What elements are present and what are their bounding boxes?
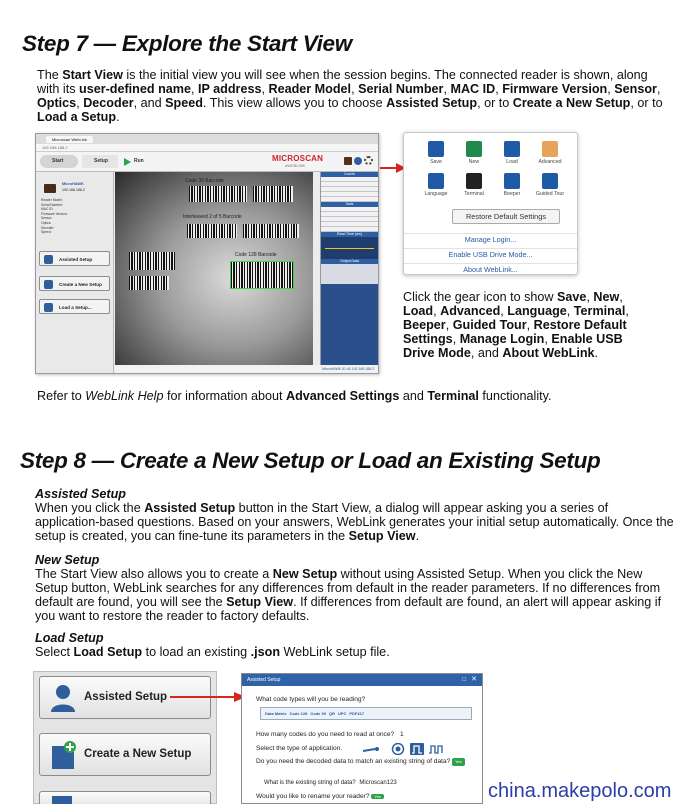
terminal-icon: [466, 173, 482, 189]
question-match-string-label: Do you need the decoded data to match an existing string of data?: [256, 758, 451, 765]
create-new-setup-big-label: Create a New Setup: [84, 748, 192, 760]
load-setup-text: Select Load Setup to load an existing .json WebLink setup file.: [35, 645, 390, 659]
barcode: [189, 186, 247, 202]
image-label: Code 128 Barcode: [235, 252, 277, 258]
barcode: [253, 186, 293, 202]
person-icon: [50, 684, 76, 712]
stats-panel: [320, 172, 378, 365]
browser-url-bar[interactable]: 192.168.188.2: [36, 144, 378, 152]
gear-menu-item-label: Terminal: [464, 191, 484, 197]
play-icon: [124, 158, 131, 166]
nav-run-label: Run: [134, 158, 144, 164]
info-line: MAC ID:: [41, 207, 54, 212]
gear-menu-beeper-item[interactable]: [496, 173, 528, 197]
load-icon: [504, 141, 520, 157]
barcode: [129, 252, 175, 270]
new-icon: [466, 141, 482, 157]
read-time-header: Read Time (ms): [321, 232, 378, 237]
person-icon: [44, 255, 53, 264]
load-document-icon: [52, 796, 72, 804]
read-time-line: [325, 248, 374, 249]
reader-icon[interactable]: [344, 157, 352, 165]
gear-menu-item-label: Beeper: [503, 191, 521, 197]
assisted-setup-dialog: [241, 673, 483, 804]
help-icon[interactable]: [354, 157, 362, 165]
assisted-setup-label: Assisted Setup: [59, 257, 93, 262]
reader-ip: 192.168.188.2: [62, 188, 85, 192]
arrow-to-dialog: [170, 691, 246, 703]
question-code-count-label: How many codes do you need to read at once?: [256, 731, 395, 738]
gear-menu-language-item[interactable]: [420, 173, 452, 197]
question-code-count: [256, 731, 404, 738]
question-match-string: [256, 758, 471, 766]
watermark: china.makepolo.com: [488, 780, 672, 802]
code-type-option[interactable]: UPC: [337, 711, 347, 716]
language-icon: [428, 173, 444, 189]
maximize-icon[interactable]: □: [462, 677, 466, 683]
assisted-setup-text: When you click the Assisted Setup button in the Start View, a dialog will appear asking you a series of application-based questions. Based on your answers, WebLink generates your initial setup automatically. Once the setup is created, you can fine-tune its parameters in the Setup View.: [35, 501, 674, 543]
gear-menu-item-label: New: [468, 159, 480, 165]
advanced-icon: [542, 141, 558, 157]
save-icon: [428, 141, 444, 157]
info-line: Optics:: [41, 220, 52, 225]
beeper-icon: [504, 173, 520, 189]
continuous-pulse-icon[interactable]: [429, 746, 442, 753]
create-new-setup-label: Create a New Setup: [59, 282, 102, 287]
gear-menu-advanced-item[interactable]: [534, 141, 566, 165]
new-setup-section: [35, 553, 675, 623]
gear-menu-item-label: Language: [424, 191, 448, 197]
info-line: Serial Number:: [41, 202, 63, 207]
barcode: [231, 262, 293, 288]
barcode: [187, 224, 237, 238]
reader-info-lines: [41, 198, 68, 235]
close-icon[interactable]: ✕: [471, 676, 477, 683]
info-line: Speed:: [41, 230, 52, 235]
output-data-area: [321, 284, 378, 365]
dialog-titlebar: [242, 674, 482, 686]
load-setup-section: [35, 631, 675, 659]
code-type-option[interactable]: Code 128: [289, 711, 308, 716]
load-setup-label: Load a Setup...: [59, 305, 92, 310]
camera-image: [115, 172, 313, 365]
question-application-type: [256, 745, 342, 752]
gear-menu-terminal-item[interactable]: [458, 173, 490, 197]
code-type-selector: [260, 707, 472, 720]
step8-heading: Step 8 — Create a New Setup or Load an Existing Setup: [20, 448, 601, 473]
status-footer: MicroHAWK ID-40 192.168.188.2: [115, 365, 378, 373]
start-view-screenshot: [35, 133, 379, 374]
code-type-list: [261, 708, 471, 719]
match-string-toggle[interactable]: Yes: [452, 758, 465, 766]
reader-name: MicroHAWK: [62, 182, 84, 186]
gear-menu-item-label: Guided Tour: [535, 191, 565, 197]
assisted-setup-section: [35, 487, 675, 543]
load-setup-big-button[interactable]: [39, 791, 211, 804]
new-setup-text: The Start View also allows you to create a New Setup without using Assisted Setup. When you click the New Setup button, WebLink searches for any differences from default in the reader parameters. If no differences from default are found, you will see the Setup View. If differences from default are found, an alert will appear asking if you want to restore the reader to factory defaults.: [35, 567, 662, 623]
load-setup-button[interactable]: [39, 299, 110, 314]
assisted-setup-button[interactable]: [39, 251, 110, 266]
gear-menu: [403, 132, 578, 275]
info-line: Sensor:: [41, 216, 53, 221]
output-data-header: Output Data: [321, 259, 378, 264]
gear-menu-caption: Click the gear icon to show Save, New, Load, Advanced, Language, Terminal, Beeper, Guided Tour, Restore Default Settings, Manage Login, Enable USB Drive Mode, and About WebLink.: [403, 290, 629, 360]
info-line: Decoder:: [41, 225, 55, 230]
nav-run[interactable]: [122, 155, 154, 168]
gear-menu-guided-tour-item[interactable]: [534, 173, 566, 197]
reader-info-panel: [36, 172, 114, 373]
restore-defaults-button[interactable]: Restore Default Settings: [452, 209, 560, 224]
new-document-icon: [44, 280, 53, 289]
reader-thumbnail: [44, 184, 56, 193]
create-new-setup-button[interactable]: [39, 276, 110, 291]
guided-tour-icon: [542, 173, 558, 189]
counts-header: Counts: [321, 172, 378, 177]
nav-setup[interactable]: Setup: [82, 155, 118, 168]
question-existing-string: [264, 780, 397, 786]
code-count-input[interactable]: 1: [400, 731, 404, 738]
rename-reader-toggle[interactable]: Yes: [371, 794, 384, 799]
gear-menu-item-label: Advanced: [538, 159, 562, 165]
question-rename-reader-label: Would you like to rename your reader?: [256, 793, 370, 800]
target-icon[interactable]: [393, 744, 404, 755]
code-type-option[interactable]: QR: [328, 711, 335, 716]
brand-logo: MICROSCAN: [272, 154, 324, 163]
nav-start[interactable]: Start: [40, 155, 78, 168]
load-document-icon: [44, 303, 53, 312]
gear-menu-item-label: Save: [430, 159, 442, 165]
step7-intro: The Start View is the initial view you will see when the session begins. The connected reader is shown, along with its user-defined name, IP address, Reader Model, Serial Number, MAC ID, Firmware Version, Sensor, Optics, Decoder, and Speed. This view allows you to choose Assisted Setup, or to Create a New Setup, or to Load a Setup.: [37, 68, 663, 124]
gear-icon[interactable]: [364, 156, 373, 165]
triggered-pulse-icon[interactable]: [410, 743, 424, 755]
stats-header: Stats: [321, 202, 378, 207]
about-weblink-link[interactable]: About WebLink...: [404, 263, 577, 275]
enable-usb-drive-link[interactable]: Enable USB Drive Mode...: [404, 248, 577, 260]
code-type-option[interactable]: Data Matrix: [265, 711, 287, 716]
code-type-option[interactable]: Code 39: [310, 711, 326, 716]
read-time-graph: [321, 237, 378, 259]
dialog-title: Assisted Setup: [247, 677, 281, 683]
browser-tab-bar: [36, 134, 378, 144]
load-setup-title: Load Setup: [35, 631, 104, 645]
existing-string-input[interactable]: Microscan123: [359, 780, 397, 786]
step7-heading: Step 7 — Explore the Start View: [22, 31, 352, 56]
conveyor-icon[interactable]: [363, 747, 379, 751]
brand-subtitle: #WEBLINK: [285, 163, 306, 168]
question-existing-string-label: What is the existing string of data?: [264, 780, 356, 786]
question-code-types: What code types will you be reading?: [256, 696, 366, 703]
gear-menu-save-item[interactable]: [420, 141, 452, 165]
new-document-icon: [50, 740, 78, 770]
info-line: Reader Model:: [41, 198, 63, 202]
barcode: [129, 276, 169, 290]
question-rename-reader: [256, 793, 384, 800]
assisted-setup-title: Assisted Setup: [35, 487, 126, 501]
new-setup-title: New Setup: [35, 553, 100, 567]
browser-tab[interactable]: Microscan WebLink: [46, 136, 93, 143]
refer-help-text: Refer to WebLink Help for information about Advanced Settings and Terminal functionality.: [37, 389, 552, 403]
info-line: Firmware Version:: [41, 211, 68, 216]
image-label: Code 39 Barcode: [185, 178, 224, 184]
gear-menu-new-item[interactable]: [458, 141, 490, 165]
image-label: Interleaved 2 of 5 Barcode: [183, 214, 242, 220]
assisted-setup-big-label: Assisted Setup: [84, 691, 168, 703]
create-new-setup-big-button[interactable]: [39, 733, 211, 776]
gear-menu-item-label: Load: [506, 159, 518, 165]
question-application-type-label: Select the type of application.: [256, 745, 343, 752]
gear-menu-load-item[interactable]: [496, 141, 528, 165]
weblink-toolbar: [36, 152, 378, 172]
code-type-option[interactable]: PDF417: [349, 711, 365, 716]
application-type-options: [363, 743, 463, 755]
manage-login-link[interactable]: Manage Login...: [404, 233, 577, 245]
barcode: [243, 224, 299, 238]
